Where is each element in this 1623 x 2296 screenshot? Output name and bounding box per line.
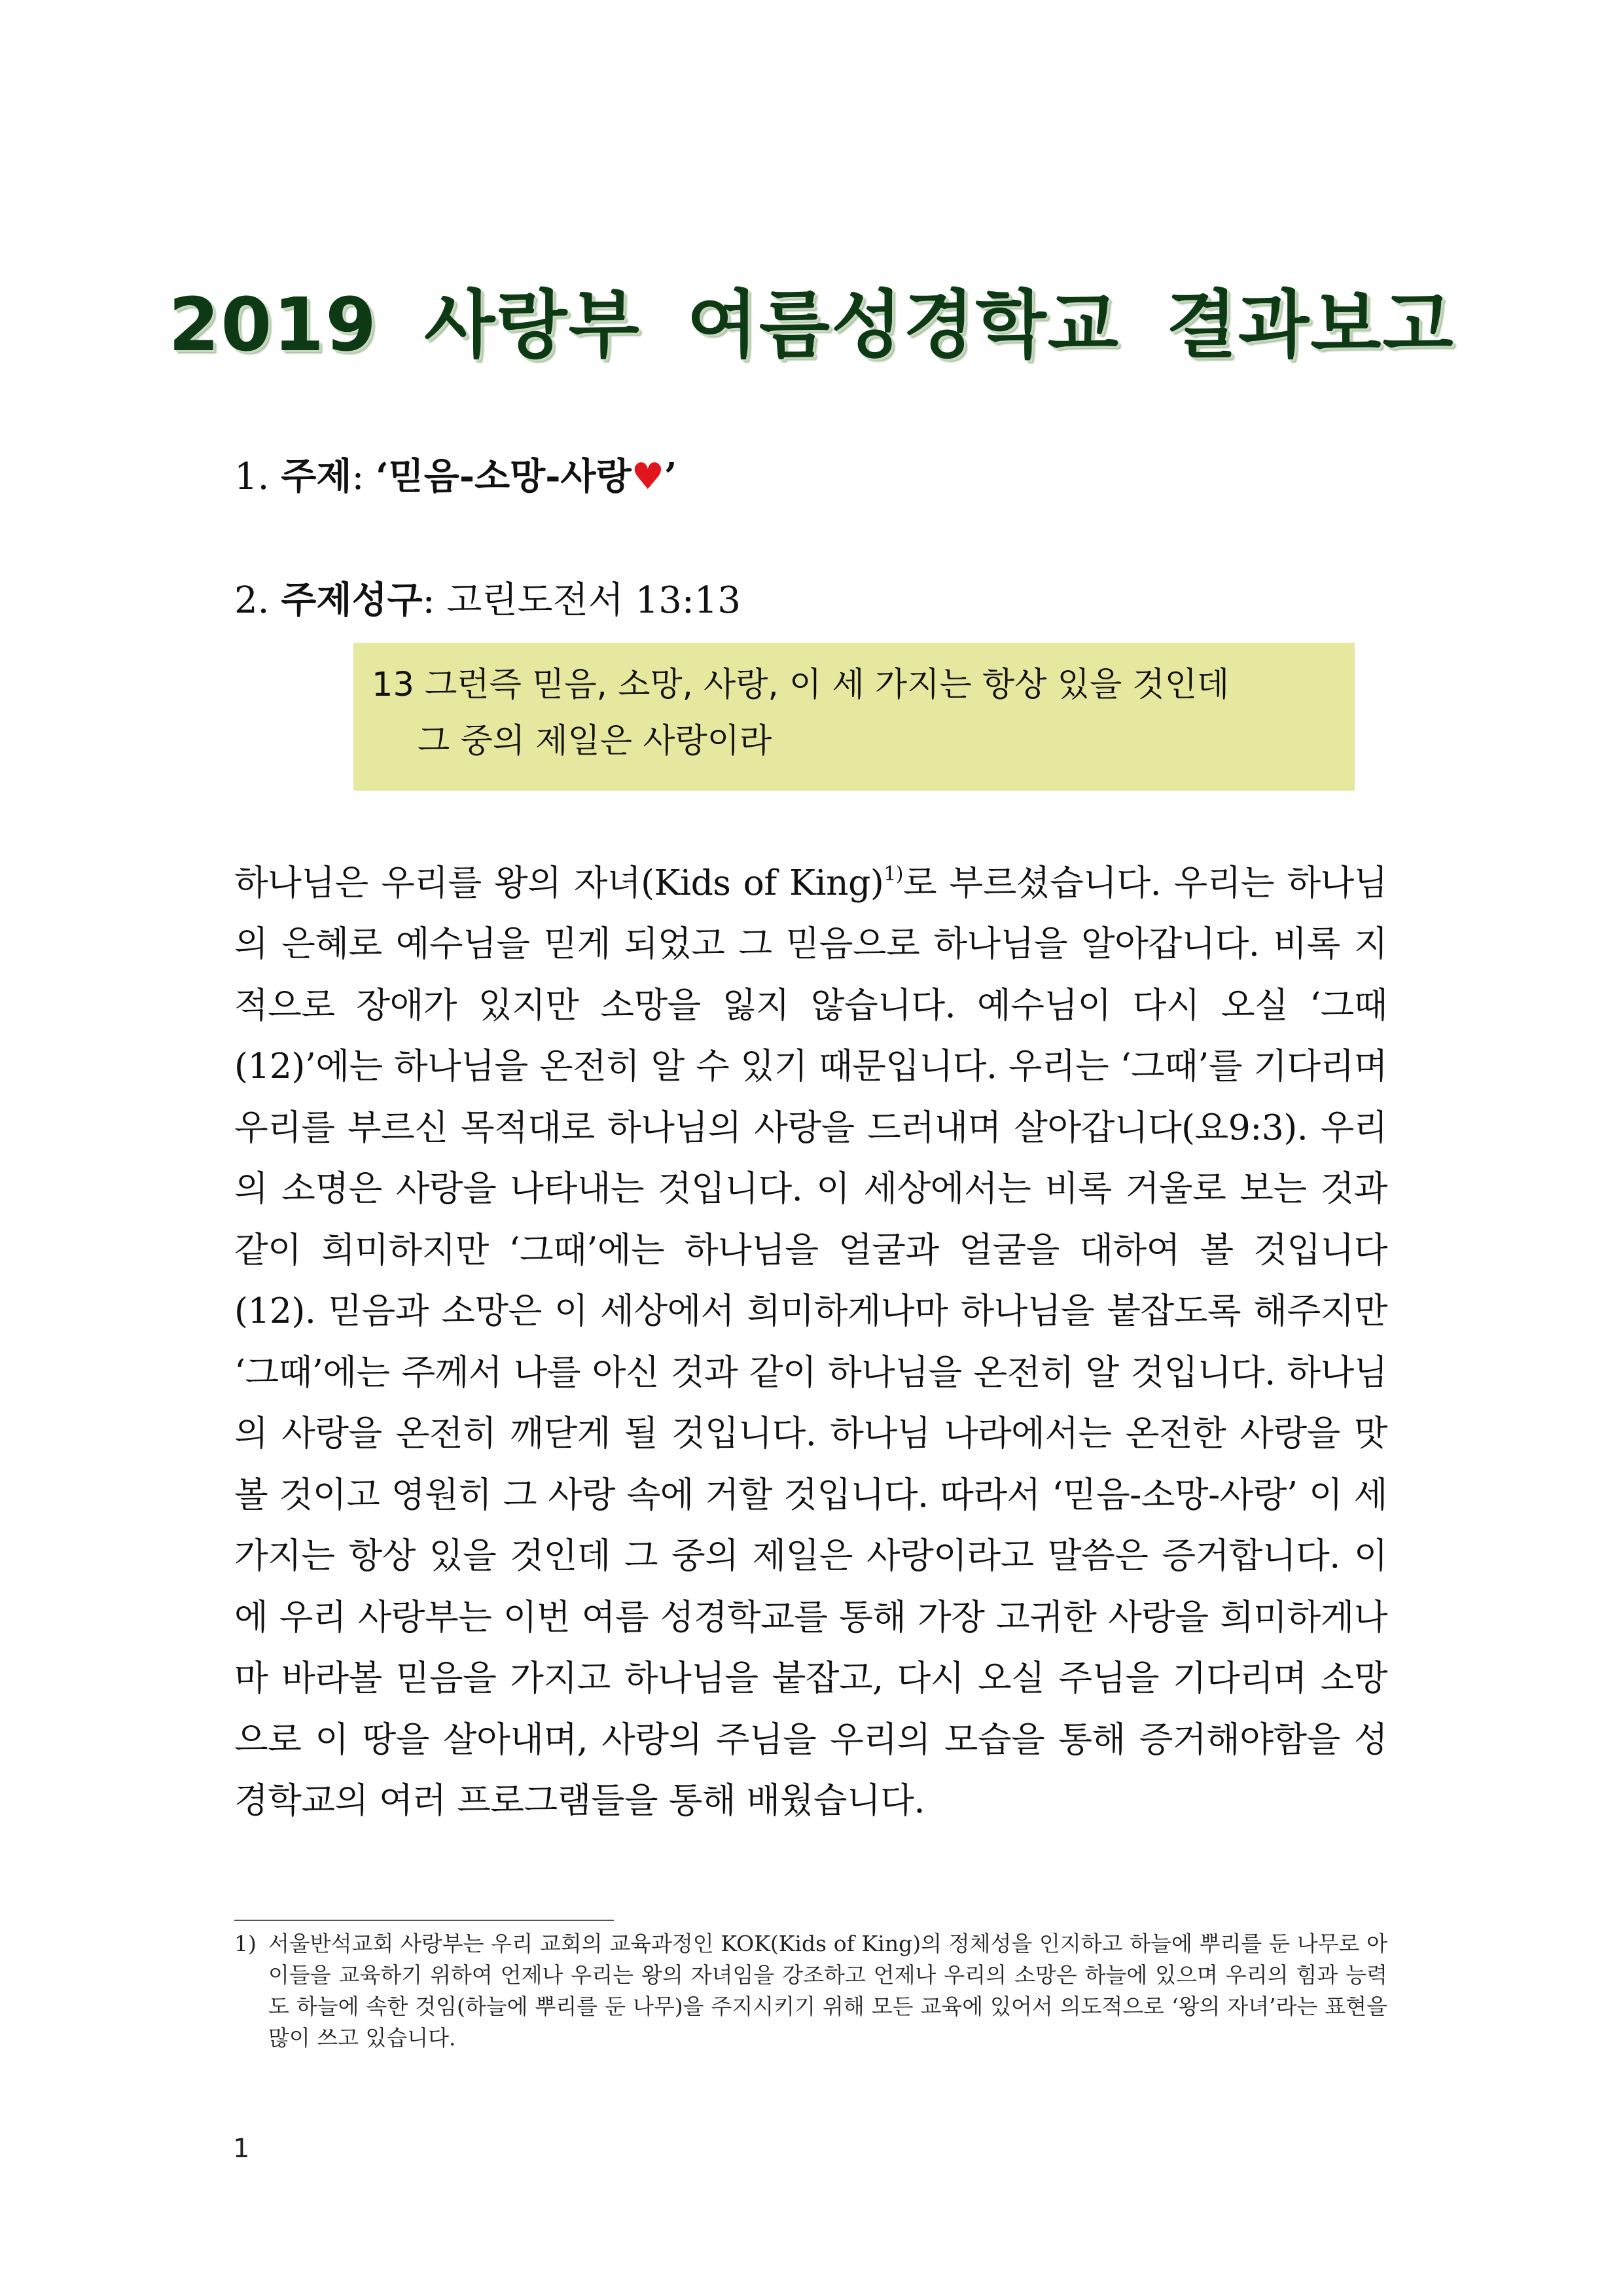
section-1-close-quote: ’ — [664, 455, 677, 498]
body-text-part-1: 하나님은 우리를 왕의 자녀(Kids of King) — [234, 861, 884, 903]
section-1-heading — [234, 450, 677, 503]
section-2-heading — [234, 574, 741, 627]
section-1-colon: : — [351, 456, 365, 498]
verse-box — [353, 643, 1355, 791]
heart-icon: ♥ — [631, 456, 664, 498]
section-1-label: 주제 — [281, 455, 352, 498]
footnote — [234, 1928, 1387, 2054]
footnote-marker[interactable]: 1) — [883, 862, 903, 886]
document-title: 2019 사랑부 여름성경학교 결과보고 — [168, 283, 1455, 368]
section-2-number: 2. — [234, 579, 270, 622]
page-number: 1 — [233, 2134, 250, 2164]
body-paragraph — [234, 852, 1387, 1831]
section-2-colon: : — [422, 579, 435, 622]
verse-line-2: 그 중의 제일은 사랑이라 — [418, 722, 772, 761]
verse-line-1: 13 그런즉 믿음, 소망, 사랑, 이 세 가지는 항상 있을 것인데 — [372, 666, 1230, 704]
section-2-reference: 고린도전서 13:13 — [446, 579, 741, 622]
section-1-number: 1. — [234, 456, 270, 498]
section-1-theme: ‘믿음-소망-사랑 — [376, 455, 632, 498]
footnote-text: 서울반석교회 사랑부는 우리 교회의 교육과정인 KOK(Kids of King)의 정체성을 인지하고 하늘에 뿌리를 둔 나무로 아이들을 교육하기 위하여 언제나 우리는 왕의 자녀임을 강조하고 언제나 우리의 소망은 하늘에 있으며 우리의 힘과 능력도 하늘에 속한 것임(하늘에 뿌리를 둔 나무)을 주지시키기 위해 모든 교육에 있어서 의도적으로 ‘왕의 자녀’라는 표현을 많이 쓰고 있습니다. — [268, 1931, 1387, 2051]
footnote-divider — [234, 1920, 614, 1921]
body-text-part-2: 로 부르셨습니다. 우리는 하나님의 은혜로 예수님을 믿게 되었고 그 믿음으로 하나님을 알아갑니다. 비록 지적으로 장애가 있지만 소망을 잃지 않습니다. 예수님이 다시 오실 ‘그때(12)’에는 하나님을 온전히 알 수 있기 때문입니다. 우리는 ‘그때’를 기다리며 우리를 부르신 목적대로 하나님의 사랑을 드러내며 살아갑니다(요9:3). 우리의 소명은 사랑을 나타내는 것입니다. 이 세상에서는 비록 거울로 보는 것과 같이 희미하지만 ‘그때’에는 하나님을 얼굴과 얼굴을 대하여 볼 것입니다(12). 믿음과 소망은 이 세상에서 희미하게나마 하나님을 붙잡도록 해주지만 ‘그때’에는 주께서 나를 아신 것과 같이 하나님을 온전히 알 것입니다. 하나님의 사랑을 온전히 깨닫게 될 것입니다. 하나님 나라에서는 온전한 사랑을 맛볼 것이고 영원히 그 사랑 속에 거할 것입니다. 따라서 ‘믿음-소망-사랑’ 이 세 가지는 항상 있을 것인데 그 중의 제일은 사랑이라고 말씀은 증거합니다. 이에 우리 사랑부는 이번 여름 성경학교를 통해 가장 고귀한 사랑을 희미하게나마 바라볼 믿음을 가지고 하나님을 붙잡고, 다시 오실 주님을 기다리며 소망으로 이 땅을 살아내며, 사랑의 주님을 우리의 모습을 통해 증거해야함을 성경학교의 여러 프로그램들을 통해 배웠습니다. — [234, 861, 1387, 1821]
section-2-label: 주제성구 — [281, 579, 423, 622]
footnote-number: 1) — [234, 1931, 257, 1956]
